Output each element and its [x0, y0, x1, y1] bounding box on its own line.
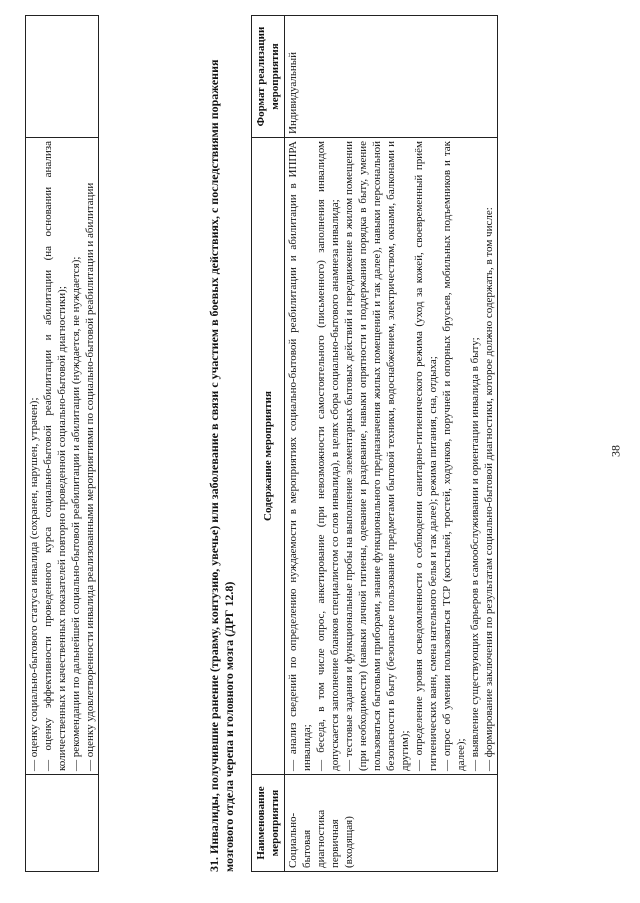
- empty-cell: [26, 16, 99, 138]
- header-name: Наименование мероприятия: [252, 775, 285, 872]
- list-item: — рекомендации по дальнейшей социально-бытовой реабилитации и абилитации (нуждается, не нуждается);: [70, 256, 82, 771]
- page-number: 38: [608, 445, 623, 457]
- list-item: — опрос об умении пользоваться ТСР (костылей, тростей, ходунков, поручней и опорных брусьев, мобильных подъемников и так далее);: [441, 141, 467, 771]
- table-header-row: [252, 16, 285, 872]
- list-item: — оценку эффективности проведенного курса социально-бытовой реабилитации и абилитации (на основании анализа количественных и качественных показателей повторно проведенной социально-бытовой диагностики);: [42, 141, 68, 771]
- measure-content-cell: [285, 138, 498, 775]
- list-item: — беседа, в том числе опрос, анкетирование (при невозможности самостоятельного (письменного) заполнения инвалидом допускается заполнение бланков специалистом со слов инвалида), в целях сбора социально-бытового анамнеза инвалида;: [315, 141, 341, 771]
- empty-cell: [26, 775, 99, 872]
- table-row: [26, 16, 99, 872]
- measure-name-cell: Социально-бытовая диагностика первичная (входящая): [285, 775, 498, 872]
- section-heading: 31. Инвалиды, получившие ранение (травму, контузию, увечье) или заболевание в связи с участием в боевых действиях, с последствиями поражения мозгового отдела черепа и головного мозга (ДРГ 12.8): [207, 59, 236, 872]
- list-item: — формирование заключения по результатам социально-бытовой диагностики, которое должно содержать, в том числе:: [483, 207, 495, 771]
- header-content: Содержание мероприятия: [252, 138, 285, 775]
- rotated-page-content: [25, 26, 585, 872]
- measure-format-cell: Индивидуальный: [285, 16, 498, 138]
- table-row: [285, 16, 498, 872]
- list-item: — оценку социально-бытового статуса инвалида (сохранен, нарушен, утрачен);: [28, 397, 40, 771]
- list-item: — определение уровня осведомленности о соблюдении санитарно-гигиенического режима (уход за кожей, своевременный приём гигиенических ванн, смена нательного белья и так далее); режима питания, сна, отдыха;: [413, 141, 439, 771]
- header-format: Формат реализации мероприятия: [252, 16, 285, 138]
- list-item: — анализ сведений по определению нуждаемости в мероприятиях социально-бытовой реабилитации и абилитации в ИППРА инвалида;: [287, 141, 313, 771]
- list-item: — тестовые задания и функциональные пробы на выполнение элементарных бытовых действий и передвижение в жилом помещении (при необходимости) (навыки личной гигиены, одевание и раздевание, навыки опрятности и поддержания порядка в быту, умение пользоваться бытовыми приборами, знание функционального предназначения жилых помещений и так далее), навыки персональной безопасности в быту (безопасное пользование предметами бытовой техники, водоснабжением, электричеством, окнами, балконами и другим);: [343, 141, 411, 771]
- measures-table: [251, 15, 498, 872]
- list-item: — выявление существующих барьеров в самообслуживании и ориентации инвалида в быту;: [469, 337, 481, 771]
- continued-table: [25, 15, 99, 872]
- assessment-list-cell: [26, 138, 99, 775]
- list-item: — оценку удовлетворенности инвалида реализованными мероприятиями по социально-бытовой реабилитации и абилитации: [84, 182, 96, 771]
